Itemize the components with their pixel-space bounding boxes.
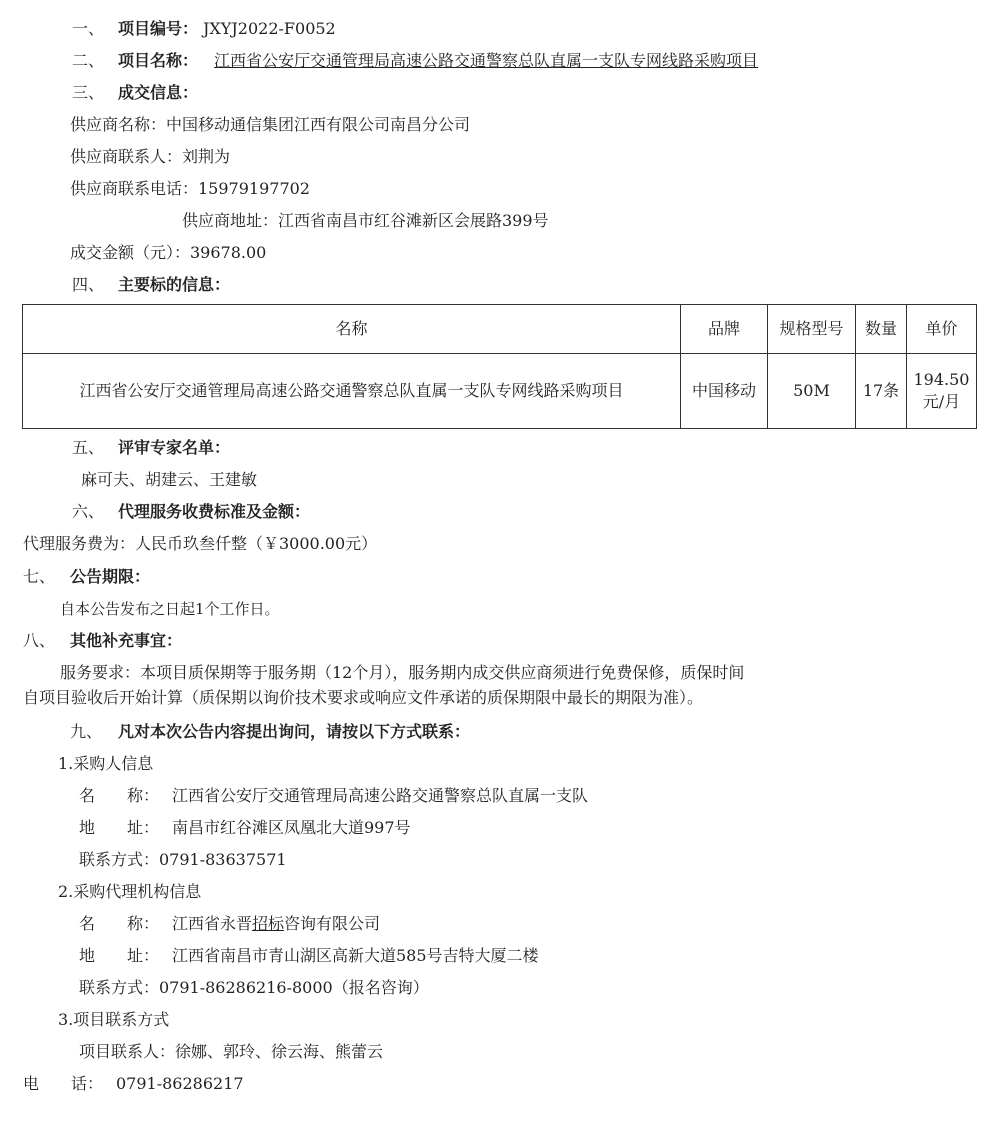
main-items-table xyxy=(22,304,977,429)
project-name-value[interactable]: 江西省公安厅交通管理局高速公路交通警察总队直属一支队专网线路采购项目 xyxy=(214,51,759,70)
header-name: 名称 xyxy=(23,305,681,354)
phone-number: 0791-86286217 xyxy=(116,1074,244,1093)
notice-period-heading: 公告期限： xyxy=(70,567,151,586)
project-name-label: 项目名称： xyxy=(118,51,199,70)
agency-fee-heading: 代理服务收费标准及金额： xyxy=(118,502,311,521)
experts-list: 麻可夫、胡建云、王建敏 xyxy=(81,470,258,489)
agency-name xyxy=(172,914,380,934)
agency-address-label: 地 址： xyxy=(79,946,160,965)
deal-info-heading: 成交信息： xyxy=(118,83,199,102)
experts-heading: 评审专家名单： xyxy=(118,438,231,457)
header-qty: 数量 xyxy=(856,305,907,354)
other-matters-heading: 其他补充事宜： xyxy=(70,631,183,650)
service-requirement-line-1: 服务要求：本项目质保期等于服务期（12个月），服务期内成交供应商须进行免费保修，质保时间 xyxy=(60,663,745,682)
cell-brand: 中国移动 xyxy=(681,354,768,429)
supplier-address: 供应商地址：江西省南昌市红谷滩新区会展路399号 xyxy=(182,211,549,230)
purchaser-address: 南昌市红谷滩区凤凰北大道997号 xyxy=(172,818,411,837)
project-contact-title: 3.项目联系方式 xyxy=(58,1010,170,1029)
header-price: 单价 xyxy=(907,305,977,354)
section-7-number: 七、 xyxy=(23,567,56,586)
main-items-heading: 主要标的信息： xyxy=(118,275,231,294)
purchaser-info-title: 1.采购人信息 xyxy=(58,754,154,773)
section-1-number: 一、 xyxy=(72,19,105,38)
section-5-number: 五、 xyxy=(72,438,105,457)
section-4-number: 四、 xyxy=(72,275,105,294)
purchaser-name-label: 名 称： xyxy=(79,786,160,805)
agency-info-title: 2.采购代理机构信息 xyxy=(58,882,202,901)
section-9-number: 九、 xyxy=(70,722,103,741)
table-row xyxy=(23,354,977,429)
agency-address: 江西省南昌市青山湖区高新大道585号吉特大厦二楼 xyxy=(172,946,539,965)
cell-name: 江西省公安厅交通管理局高速公路交通警察总队直属一支队专网线路采购项目 xyxy=(23,354,681,429)
supplier-name: 供应商名称：中国移动通信集团江西有限公司南昌分公司 xyxy=(70,115,471,134)
section-3-number: 三、 xyxy=(72,83,105,102)
cell-price-unit: 元/月 xyxy=(922,392,961,411)
agency-name-part-3: 咨询有限公司 xyxy=(284,914,381,933)
section-6-number: 六、 xyxy=(72,502,105,521)
header-spec: 规格型号 xyxy=(768,305,856,354)
agency-fee-text: 代理服务费为：人民币玖叁仟整（￥3000.00元） xyxy=(23,534,378,553)
service-requirement-line-2: 自项目验收后开始计算（质保期以询价技术要求或响应文件承诺的质保期限中最长的期限为准）。 xyxy=(23,688,704,707)
supplier-contact: 供应商联系人：刘荆为 xyxy=(70,147,231,166)
project-number-label: 项目编号： xyxy=(118,19,199,38)
purchaser-address-label: 地 址： xyxy=(79,818,160,837)
phone-label: 电 话： xyxy=(23,1074,104,1093)
project-contact-people: 项目联系人：徐娜、郭玲、徐云海、熊蕾云 xyxy=(79,1042,384,1061)
purchaser-contact: 联系方式：0791-83637571 xyxy=(79,850,287,869)
agency-contact: 联系方式：0791-86286216-8000（报名咨询） xyxy=(79,978,429,997)
table-header-row xyxy=(23,305,977,354)
header-brand: 品牌 xyxy=(681,305,768,354)
agency-name-label: 名 称： xyxy=(79,914,160,933)
supplier-phone: 供应商联系电话：15979197702 xyxy=(70,179,310,198)
cell-qty: 17条 xyxy=(856,354,907,429)
section-8-number: 八、 xyxy=(23,631,56,650)
project-number-value: JXYJ2022-F0052 xyxy=(203,19,336,38)
deal-amount: 成交金额（元）：39678.00 xyxy=(70,243,267,262)
section-2-number: 二、 xyxy=(72,51,105,70)
contact-heading: 凡对本次公告内容提出询问，请按以下方式联系： xyxy=(118,722,471,741)
cell-spec: 50M xyxy=(768,354,856,429)
cell-price-value: 194.50 xyxy=(913,370,970,389)
bidding-link[interactable]: 招标 xyxy=(252,914,285,933)
purchaser-name: 江西省公安厅交通管理局高速公路交通警察总队直属一支队 xyxy=(172,786,589,805)
agency-name-part-1: 江西省永晋 xyxy=(172,914,253,933)
cell-price xyxy=(907,354,977,429)
notice-period-text: 自本公告发布之日起1个工作日。 xyxy=(60,600,280,618)
